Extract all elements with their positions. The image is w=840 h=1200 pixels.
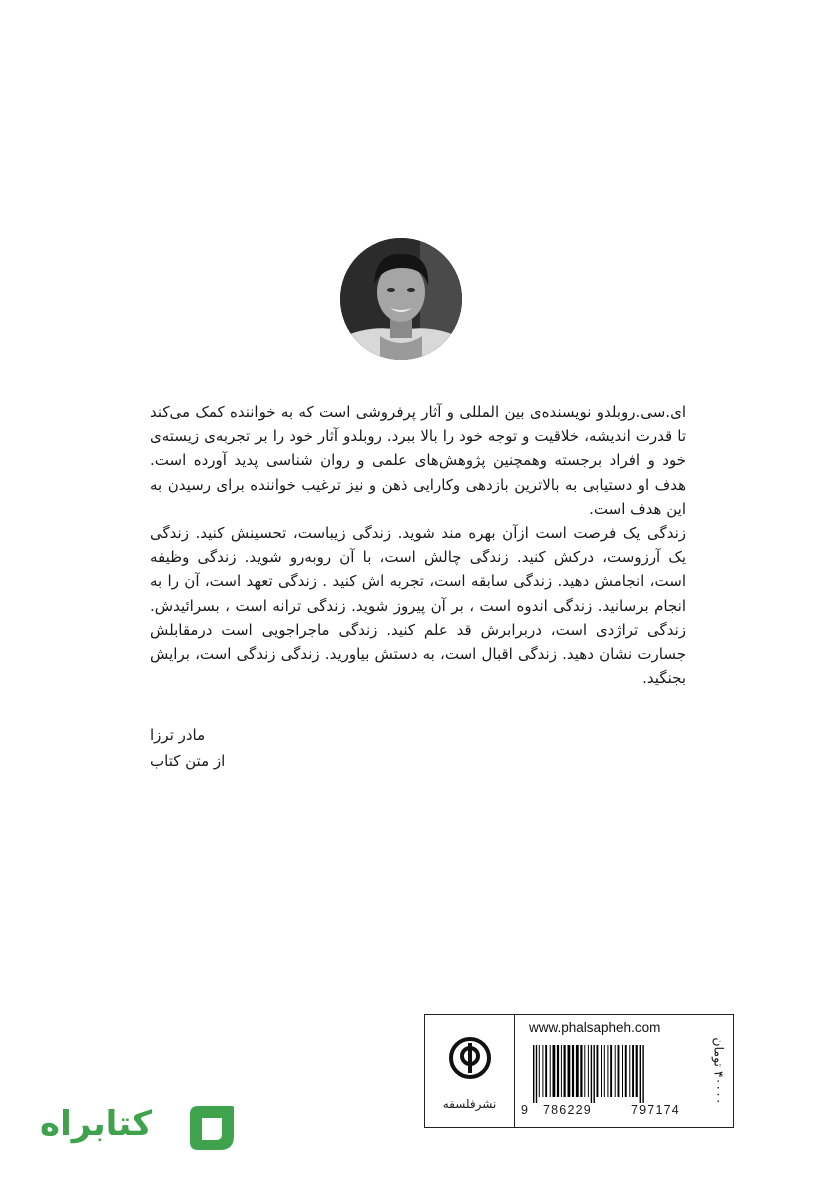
barcode-bar: [584, 1045, 585, 1097]
barcode-bar: [576, 1045, 579, 1097]
isbn-group-1: 786229: [543, 1103, 592, 1117]
barcode-bar: [553, 1045, 556, 1097]
barcode-bars: [533, 1045, 699, 1103]
barcode-bar: [607, 1045, 608, 1097]
back-cover-text: [150, 400, 686, 690]
barcode-bar: [610, 1045, 612, 1097]
book-leaf-icon: [184, 1100, 240, 1156]
store-logo: [40, 1096, 216, 1160]
quote-paragraph: زندگی یک فرصت است ازآن بهره مند شوید. زندگی زیباست، تحسینش کنید. زندگی یک آرزوست، درکش کنید. زندگی چالش است، با آن روبه‌رو شوید. زندگی وظیفه است، انجامش دهید. زندگی سابقه است، تجربه اش کنید . زندگی تعهد است، آن را به انجام برسانید. زندگی اندوه است ، بر آن پیروز شوید. زندگی ترانه است ، بسرائیدش. زندگی تراژدی است، دربرابرش قد علم کنید. زندگی ماجراجویی است درمقابلش جسارت نشان دهید. زندگی اقبال است، به دستش بیاورید. زندگی زندگی است، برایش بجنگید.: [150, 524, 686, 688]
quote-attribution: [150, 722, 250, 774]
quote-source: از متن کتاب: [150, 752, 226, 770]
quote-author: مادر ترزا: [150, 726, 206, 744]
barcode-bar: [536, 1045, 537, 1103]
barcode-bar: [557, 1045, 559, 1097]
barcode-bar: [580, 1045, 582, 1097]
barcode-bar: [604, 1045, 605, 1097]
barcode-bar: [625, 1045, 627, 1097]
barcode-bar: [632, 1045, 634, 1097]
isbn-group-2: 797174: [631, 1103, 680, 1117]
barcode-bar: [545, 1045, 547, 1097]
barcode-bar: [550, 1045, 551, 1097]
author-bio: ای.سی.روبلدو نویسنده‌ی بین المللی و آثار پرفروشی است که به خواننده کمک می‌کند تا قدرت اندیشه، خلاقیت و توجه خود را بالا ببرد. روبلدو آثار خود را بر تجربه‌ی زیسته‌ی خود و افراد برجسته وهمچنین پژوهش‌های علمی و روان شناسی پدید آورده است. هدف او دستیابی به بالاترین بازدهی وکارایی ذهن و نیز ترغیب خواننده برای رسیدن به این هدف است.: [150, 403, 686, 518]
publisher-logo-icon: [449, 1037, 491, 1079]
barcode-bar: [564, 1045, 566, 1097]
barcode-bar: [561, 1045, 562, 1097]
publisher-cell: [425, 1015, 515, 1127]
barcode-panel: [424, 1014, 734, 1128]
barcode-bar: [642, 1045, 643, 1103]
barcode-bar: [594, 1045, 595, 1103]
store-name: کتابراه: [40, 1104, 153, 1144]
isbn-lead-digit: 9: [521, 1103, 528, 1117]
barcode-bar: [539, 1045, 540, 1097]
price-cell: [705, 1015, 733, 1127]
barcode-bar: [622, 1045, 623, 1097]
barcode-bar: [636, 1045, 638, 1097]
isbn-number: [521, 1103, 701, 1121]
barcode-bar: [615, 1045, 616, 1097]
barcode-bar: [568, 1045, 571, 1097]
barcode-bar: [597, 1045, 599, 1097]
publisher-website: www.phalsapheh.com: [529, 1020, 661, 1035]
barcode-bar: [533, 1045, 534, 1103]
barcode-bar: [542, 1045, 543, 1097]
barcode-bar: [572, 1045, 574, 1097]
author-photo-image: [340, 238, 462, 360]
barcode-cell: [515, 1015, 705, 1127]
price-label: ۴۰۰۰۰ تومان: [711, 1037, 727, 1105]
barcode-bar: [640, 1045, 641, 1103]
author-photo: [340, 238, 462, 360]
barcode-bar: [588, 1045, 589, 1097]
barcode-bar: [618, 1045, 620, 1097]
barcode-bar: [629, 1045, 630, 1097]
barcode-bar: [591, 1045, 592, 1103]
publisher-name: نشرفلسفه: [442, 1097, 497, 1111]
barcode-bar: [601, 1045, 602, 1097]
